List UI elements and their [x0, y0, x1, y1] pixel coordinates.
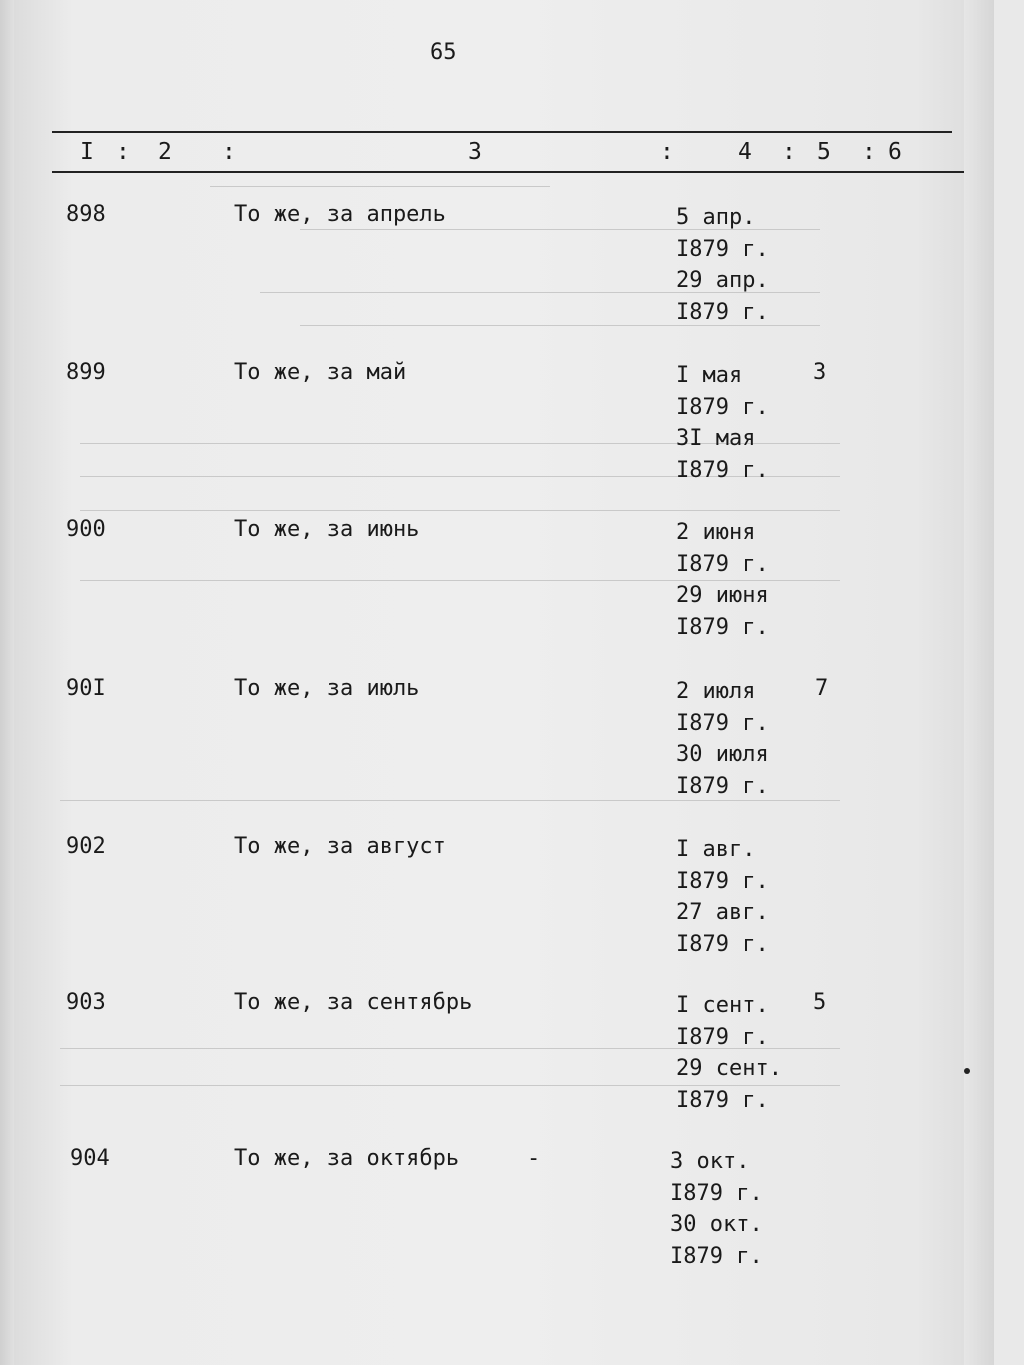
sheet-count: 5	[813, 990, 827, 1015]
end-date: 3I мая	[676, 426, 756, 452]
column-separator: :	[222, 139, 237, 165]
date-range	[676, 360, 769, 487]
start-date: 5 апр.	[676, 205, 756, 230]
file-number: 903	[66, 990, 106, 1015]
table-row	[0, 990, 1024, 1150]
start-date: 2 июля	[676, 679, 756, 704]
date-range	[676, 990, 782, 1117]
date-range	[670, 1146, 763, 1273]
file-description: То же, за июнь	[234, 517, 420, 542]
end-date: 30 июля	[676, 742, 769, 768]
end-year: I879 г.	[676, 615, 769, 641]
end-date: 30 окт.	[670, 1212, 763, 1238]
end-year: I879 г.	[676, 774, 769, 800]
table-row	[0, 360, 1024, 520]
ink-dot	[964, 1068, 970, 1074]
page-number: 65	[430, 40, 457, 65]
table-row	[0, 834, 1024, 994]
show-through-line	[210, 186, 550, 187]
end-year: I879 г.	[676, 932, 769, 958]
start-date: 3 окт.	[670, 1149, 750, 1174]
file-description: То же, за октябрь	[234, 1146, 460, 1171]
end-year: I879 г.	[670, 1244, 763, 1270]
table-row	[0, 1146, 1024, 1306]
sheet-count: 3	[813, 360, 827, 385]
column-separator: :	[782, 139, 797, 165]
end-date: 27 авг.	[676, 900, 769, 926]
column-header-4: 4	[738, 139, 753, 165]
date-range	[676, 834, 769, 961]
start-date: I авг.	[676, 837, 756, 862]
column-header-2: 2	[158, 139, 173, 165]
column-header-5: 5	[817, 139, 832, 165]
column-header-1: I	[80, 139, 95, 165]
column-separator: :	[660, 139, 675, 165]
start-year: I879 г.	[676, 868, 769, 894]
end-date: 29 июня	[676, 583, 769, 609]
file-number: 898	[66, 202, 106, 227]
file-number: 902	[66, 834, 106, 859]
table-row	[0, 202, 1024, 362]
start-year: I879 г.	[676, 394, 769, 420]
start-year: I879 г.	[676, 710, 769, 736]
start-date: I сент.	[676, 993, 769, 1018]
table-row	[0, 676, 1024, 836]
end-year: I879 г.	[676, 300, 769, 326]
start-year: I879 г.	[676, 551, 769, 577]
table-row	[0, 517, 1024, 677]
end-date: 29 апр.	[676, 268, 769, 294]
column-separator: :	[862, 139, 877, 165]
date-range	[676, 676, 769, 803]
file-description: То же, за июль	[234, 676, 420, 701]
file-description: То же, за август	[234, 834, 446, 859]
date-range	[676, 202, 769, 329]
file-number: 90I	[66, 676, 106, 701]
start-year: I879 г.	[676, 1024, 769, 1050]
end-date: 29 сент.	[676, 1056, 782, 1082]
column-header-3: 3	[468, 139, 483, 165]
column-separator: :	[116, 139, 131, 165]
empty-mark: -	[527, 1146, 541, 1171]
file-number: 899	[66, 360, 106, 385]
table-header-rule-bottom	[52, 171, 964, 173]
start-date: 2 июня	[676, 520, 756, 545]
file-description: То же, за сентябрь	[234, 990, 473, 1015]
end-year: I879 г.	[676, 458, 769, 484]
file-number: 904	[70, 1146, 110, 1171]
start-year: I879 г.	[676, 236, 769, 262]
file-number: 900	[66, 517, 106, 542]
file-description: То же, за май	[234, 360, 407, 385]
sheet-count: 7	[815, 676, 829, 701]
start-date: I мая	[676, 363, 743, 388]
date-range	[676, 517, 769, 644]
table-header-rule-top	[52, 131, 952, 133]
start-year: I879 г.	[670, 1180, 763, 1206]
end-year: I879 г.	[676, 1088, 769, 1114]
file-description: То же, за апрель	[234, 202, 446, 227]
column-header-6: 6	[888, 139, 903, 165]
